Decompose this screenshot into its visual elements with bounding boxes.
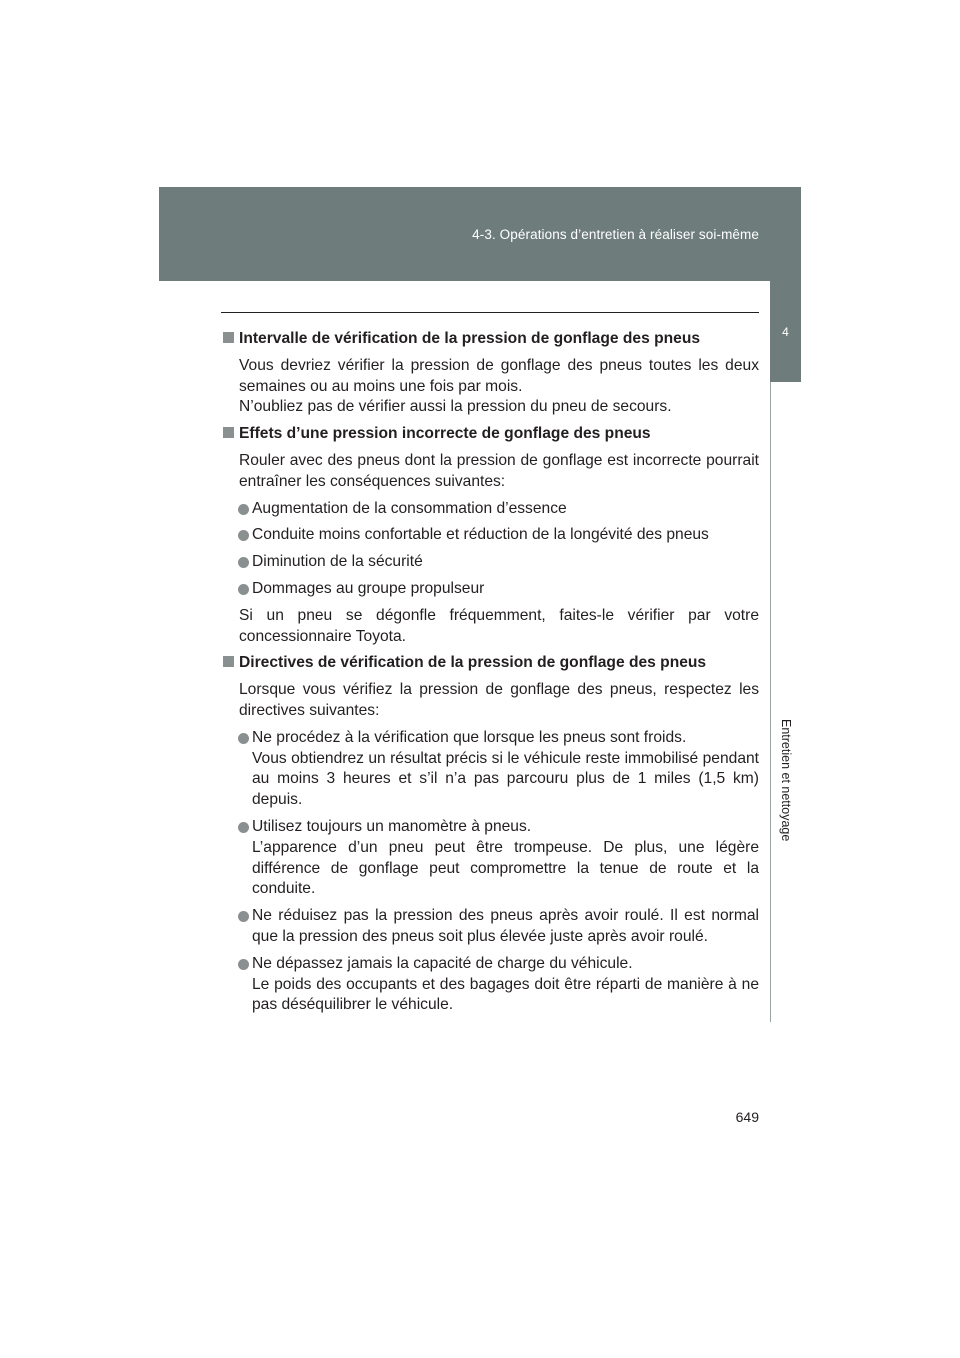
top-rule <box>221 312 759 313</box>
round-bullet-icon <box>238 733 249 744</box>
round-bullet-icon <box>238 959 249 970</box>
list-item-text: Dommages au groupe propulseur <box>252 579 485 597</box>
list-item-text: Utilisez toujours un manomètre à pneus. <box>252 817 532 835</box>
square-bullet-icon <box>223 332 234 343</box>
paragraph-line: Vous devriez vérifier la pression de gonflage des pneus toutes les deux semaines ou au moins une fois par mois. <box>239 356 759 395</box>
page-content <box>221 329 759 1022</box>
round-bullet-icon <box>238 504 249 515</box>
paragraph: Lorsque vous vérifiez la pression de gonflage des pneus, respectez les directives suivantes: <box>239 681 759 719</box>
list-item-text: Conduite moins confortable et réduction de la longévité des pneus <box>252 526 709 544</box>
list-item-detail: L’apparence d’un pneu peut être trompeuse. De plus, une légère différence de gonflage peut compromettre la tenue de route et la conduite. <box>252 838 759 898</box>
list-item-text: Ne réduisez pas la pression des pneus après avoir roulé. Il est normal que la pression des pneus soit plus élevée juste après avoir roulé. <box>252 907 759 945</box>
paragraph: Rouler avec des pneus dont la pression de gonflage est incorrecte pourrait entraîner les conséquences suivantes: <box>239 451 759 490</box>
list-item <box>221 499 759 520</box>
chapter-side-label: Entretien et nettoyage <box>779 719 793 842</box>
paragraph: Si un pneu se dégonfle fréquemment, faites-le vérifier par votre concessionnaire Toyota. <box>239 606 759 645</box>
round-bullet-icon <box>238 584 249 595</box>
square-bullet-icon <box>223 656 234 667</box>
round-bullet-icon <box>238 911 249 922</box>
list-item-text: Augmentation de la consommation d’essence <box>252 499 567 517</box>
section-heading <box>221 653 759 674</box>
list-item <box>221 906 759 948</box>
list-item-detail: Vous obtiendrez un résultat précis si le véhicule reste immobilisé pendant au moins 3 heures et s’il n’a pas parcouru plus de 1 miles (1,5 km) depuis. <box>252 749 759 809</box>
list-item-text: Diminution de la sécurité <box>252 553 423 571</box>
list-item-text: Ne dépassez jamais la capacité de charge du véhicule. <box>252 954 633 972</box>
list-item-detail: Le poids des occupants et des bagages doit être réparti de manière à ne pas déséquilibrer le véhicule. <box>252 975 759 1014</box>
square-bullet-icon <box>223 427 234 438</box>
chapter-side-tab <box>770 382 802 1022</box>
list-item <box>221 579 759 600</box>
section-heading-text: Directives de vérification de la pression de gonflage des pneus <box>239 654 707 672</box>
chapter-header-band <box>159 187 801 281</box>
paragraph <box>221 356 759 418</box>
section-heading-text: Effets d’une pression incorrecte de gonflage des pneus <box>239 425 651 443</box>
round-bullet-icon <box>238 822 249 833</box>
list-item <box>221 525 759 546</box>
chapter-header-title: 4-3. Opérations d’entretien à réaliser soi-même <box>472 227 759 242</box>
paragraph-line: N’oubliez pas de vérifier aussi la pression du pneu de secours. <box>239 398 672 416</box>
list-item <box>221 817 759 900</box>
page-number: 649 <box>735 1109 759 1125</box>
chapter-tab-number: 4 <box>770 281 801 382</box>
list-item <box>221 728 759 811</box>
list-item <box>221 552 759 573</box>
section-heading-text: Intervalle de vérification de la pression de gonflage des pneus <box>239 330 701 347</box>
list-item <box>221 954 759 1016</box>
section-heading <box>221 424 759 445</box>
round-bullet-icon <box>238 530 249 541</box>
section-heading <box>221 329 759 350</box>
list-item-text: Ne procédez à la vérification que lorsque les pneus sont froids. <box>252 728 687 746</box>
round-bullet-icon <box>238 557 249 568</box>
